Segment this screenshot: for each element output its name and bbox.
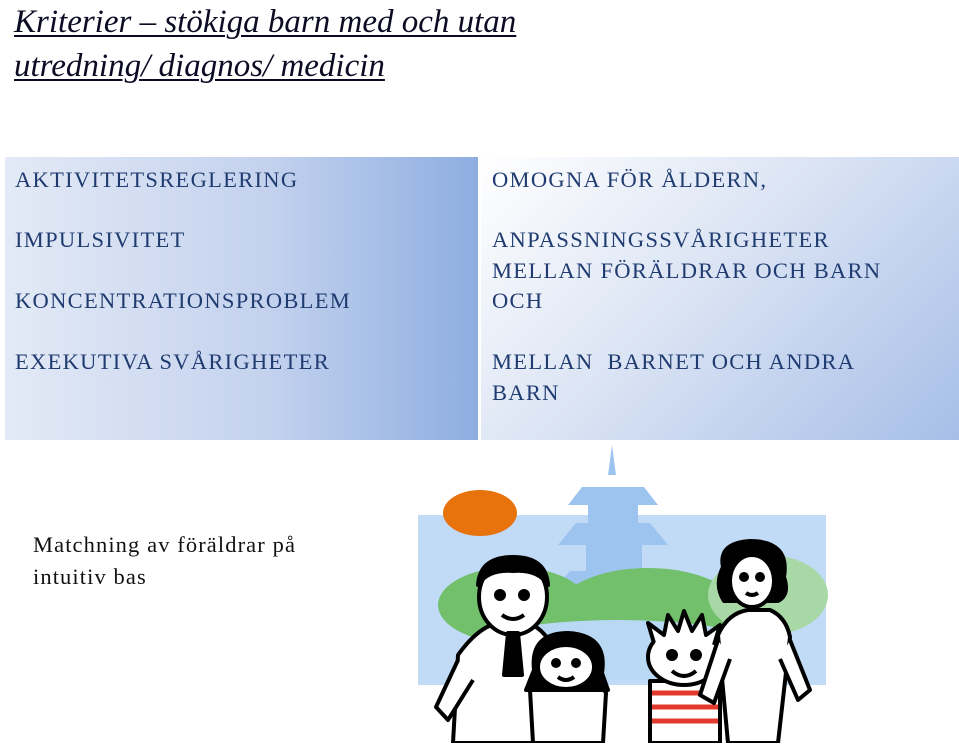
family-clipart (418, 445, 830, 743)
criterion-item: KONCENTRATIONSPROBLEM (15, 288, 352, 313)
title-line-1: Kriterier – stökiga barn med och utan (14, 4, 517, 40)
title-line-2: utredning/ diagnos/ medicin (14, 48, 385, 84)
criterion-item: EXEKUTIVA SVÅRIGHETER (15, 349, 330, 374)
caption-line-2: intuitiv bas (33, 564, 147, 589)
slide-title (14, 0, 714, 88)
criterion-line: ANPASSNINGSSVÅRIGHETER (492, 227, 830, 252)
sun-icon (443, 490, 517, 536)
criterion-line: BARN (492, 380, 560, 405)
criterion-line: OMOGNA FÖR ÅLDERN, (492, 167, 768, 192)
criteria-panel-left (5, 157, 478, 440)
criterion-line: MELLAN FÖRÄLDRAR OCH BARN (492, 258, 882, 283)
caption-line-1: Matchning av föräldrar på (33, 532, 297, 557)
criterion-item: IMPULSIVITET (15, 227, 186, 252)
criteria-panel-right (481, 157, 959, 440)
criterion-line: OCH (492, 288, 544, 313)
matching-caption (33, 529, 296, 593)
criterion-line: MELLAN BARNET OCH ANDRA (492, 349, 856, 374)
girl-figure (526, 633, 608, 743)
criterion-item: AKTIVITETSREGLERING (15, 167, 299, 192)
